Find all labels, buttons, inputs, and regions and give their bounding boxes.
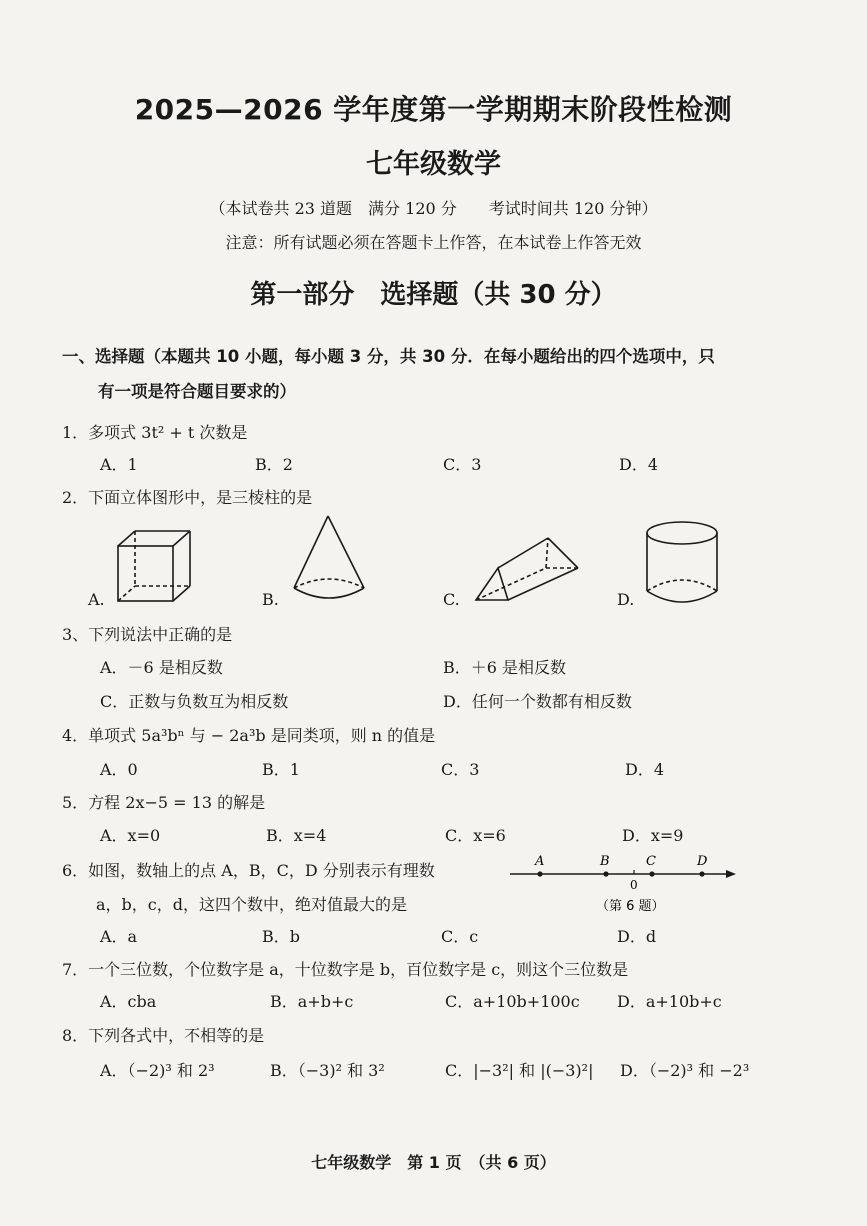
question-8-stem: 8．下列各式中，不相等的是: [62, 1026, 265, 1045]
cone-figure: [288, 512, 372, 604]
subject-title: 七年级数学: [366, 149, 501, 180]
q7-option-c: C．a+10b+100c: [445, 992, 580, 1011]
q5-option-a: A．x=0: [100, 826, 161, 845]
section-heading-line1: 一、选择题（本题共 10 小题，每小题 3 分，共 30 分．在每小题给出的四个选项中，只: [62, 347, 715, 366]
number-line-figure: [506, 848, 741, 922]
q6-option-c: C．c: [441, 927, 479, 946]
q5-option-c: C．x=6: [445, 826, 506, 845]
question-2-stem: 2．下面立体图形中，是三棱柱的是: [62, 488, 313, 507]
question-1-stem: 1．多项式 3t² + t 次数是: [62, 423, 248, 442]
point-b-label: B: [600, 854, 610, 869]
exam-title: 2025—2026 学年度第一学期期末阶段性检测: [134, 93, 733, 126]
q2-option-b: B.: [262, 590, 279, 609]
q2-option-c: C.: [443, 590, 460, 609]
point-a-label: A: [535, 854, 545, 869]
q7-option-b: B．a+b+c: [270, 992, 354, 1011]
q8-option-a: A．（−2)³ 和 2³: [100, 1061, 215, 1080]
question-6-stem-line2: a，b，c，d，这四个数中，绝对值最大的是: [96, 895, 407, 914]
q5-option-d: D．x=9: [622, 826, 684, 845]
point-d-label: D: [697, 854, 708, 869]
exam-notice: 注意：所有试题必须在答题卡上作答，在本试卷上作答无效: [225, 233, 642, 252]
q4-option-b: B．1: [262, 760, 300, 779]
q1-option-b: B．2: [255, 455, 293, 474]
question-3-stem: 3、下列说法中正确的是: [62, 625, 233, 644]
triangular-prism-figure: [468, 530, 586, 608]
q8-option-c: C．|−3²| 和 |(−3)²|: [445, 1061, 594, 1080]
q3-option-b: B．＋6 是相反数: [443, 658, 567, 677]
q3-option-a: A．－6 是相反数: [100, 658, 223, 677]
q4-option-c: C．3: [441, 760, 480, 779]
q7-option-d: D．a+10b+c: [617, 992, 722, 1011]
q5-option-b: B．x=4: [266, 826, 327, 845]
question-4-stem: 4．单项式 5a³bⁿ 与 − 2a³b 是同类项，则 n 的值是: [62, 726, 436, 745]
q4-option-d: D．4: [625, 760, 665, 779]
q7-option-a: A．cba: [100, 992, 157, 1011]
q6-option-d: D．d: [617, 927, 657, 946]
cube-figure: [110, 528, 195, 606]
q2-option-a: A.: [88, 590, 105, 609]
page-footer: 七年级数学 第 1 页 （共 6 页）: [311, 1153, 556, 1172]
cylinder-figure: [642, 518, 722, 608]
q3-option-c: C．正数与负数互为相反数: [100, 692, 289, 711]
q3-option-d: D．任何一个数都有相反数: [443, 692, 632, 711]
q1-option-c: C．3: [443, 455, 482, 474]
exam-info: （本试卷共 23 道题 满分 120 分 考试时间共 120 分钟）: [209, 199, 658, 218]
zero-label: 0: [630, 878, 638, 892]
question-6-stem: 6．如图，数轴上的点 A，B，C，D 分别表示有理数: [62, 861, 435, 880]
question-5-stem: 5．方程 2x−5 = 13 的解是: [62, 793, 266, 812]
q6-option-b: B．b: [262, 927, 301, 946]
q4-option-a: A．0: [100, 760, 138, 779]
q8-option-b: B．（−3)² 和 3²: [270, 1061, 385, 1080]
figure-caption: （第 6 题）: [596, 899, 665, 914]
q1-option-a: A．1: [100, 455, 138, 474]
question-7-stem: 7．一个三位数，个位数字是 a，十位数字是 b，百位数字是 c，则这个三位数是: [62, 960, 629, 979]
point-c-label: C: [646, 854, 656, 869]
q8-option-d: D．（−2)³ 和 −2³: [620, 1061, 750, 1080]
q2-option-d: D.: [617, 590, 635, 609]
q6-option-a: A．a: [100, 927, 138, 946]
section-heading-line2: 有一项是符合题目要求的）: [98, 382, 296, 401]
part-heading: 第一部分 选择题（共 30 分）: [250, 280, 617, 310]
q1-option-d: D．4: [619, 455, 659, 474]
